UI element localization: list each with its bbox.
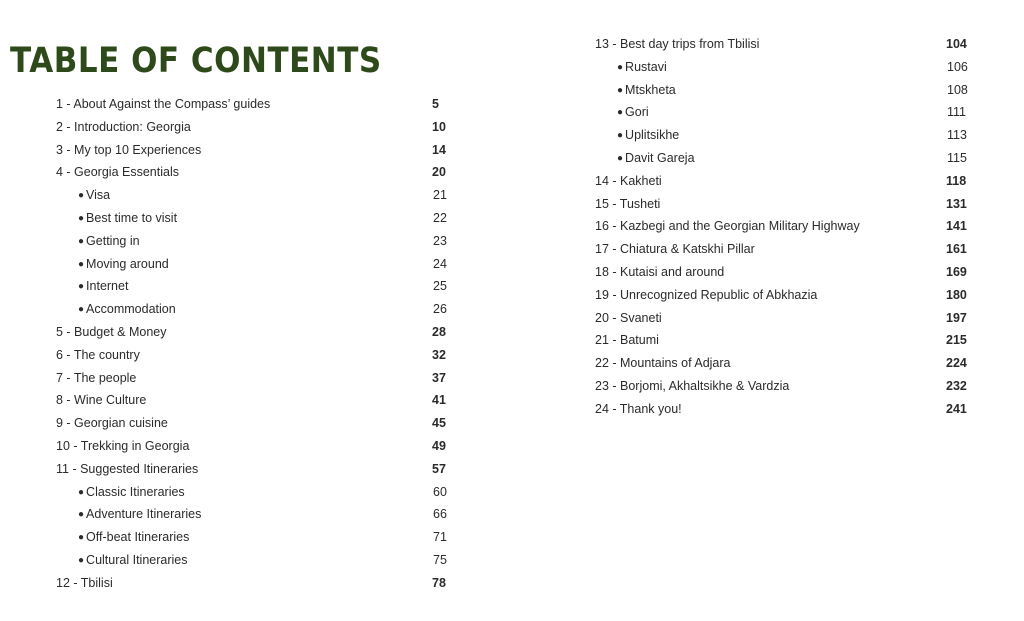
toc-entry-label <box>595 333 659 347</box>
bullet-icon: ● <box>617 61 624 73</box>
toc-subentry[interactable] <box>56 298 446 321</box>
toc-page-number: 41 <box>432 393 446 408</box>
toc-subentry[interactable] <box>56 526 446 549</box>
toc-entry-label <box>595 219 860 233</box>
toc-entry-text: 19 - Unrecognized Republic of Abkhazia <box>595 287 818 302</box>
toc-entry-label <box>56 257 169 271</box>
toc-entry[interactable] <box>595 352 967 375</box>
toc-page-number: 5 <box>432 97 439 111</box>
toc-page-number: 14 <box>432 142 446 157</box>
toc-page-number: 180 <box>946 287 967 302</box>
toc-page-number: 169 <box>946 264 967 279</box>
toc-page-number: 104 <box>946 37 967 51</box>
toc-entry-text: 5 - Budget & Money <box>56 324 167 339</box>
toc-page-number: 75 <box>433 552 447 567</box>
toc-entry-label <box>56 576 113 590</box>
toc-entry[interactable] <box>56 572 446 595</box>
toc-entry-text: 15 - Tusheti <box>595 196 661 211</box>
toc-page-number: 224 <box>946 356 967 371</box>
toc-entry-label <box>595 151 695 165</box>
toc-subentry[interactable] <box>595 101 967 124</box>
toc-entry-text: 4 - Georgia Essentials <box>56 165 179 180</box>
toc-entry-label <box>595 37 759 51</box>
toc-subentry[interactable] <box>595 56 967 79</box>
toc-entry-label <box>56 165 179 179</box>
toc-entry[interactable] <box>56 321 446 344</box>
toc-entry-text: Mtskheta <box>625 82 676 97</box>
bullet-icon: ● <box>78 532 85 544</box>
toc-entry-text: 7 - The people <box>56 370 137 385</box>
toc-page-number: 23 <box>433 233 447 248</box>
toc-entry-text: 13 - Best day trips from Tbilisi <box>595 37 760 51</box>
toc-subentry[interactable] <box>56 275 446 298</box>
toc-entry-label <box>56 416 168 430</box>
toc-entry-text: 14 - Kakheti <box>595 173 662 188</box>
toc-page-number: 57 <box>432 461 446 476</box>
toc-entry[interactable] <box>56 389 446 412</box>
toc-entry-label <box>56 462 198 476</box>
bullet-icon: ● <box>78 212 85 224</box>
toc-entry-label <box>595 128 679 142</box>
toc-entry[interactable] <box>595 261 967 284</box>
toc-page-number: 131 <box>946 196 967 211</box>
toc-page-number: 28 <box>432 324 446 339</box>
toc-entry-text: 2 - Introduction: Georgia <box>56 119 191 134</box>
toc-entry-label <box>595 197 660 211</box>
toc-page-number: 10 <box>432 119 446 134</box>
toc-entry-text: Cultural Itineraries <box>86 552 188 567</box>
toc-entry-label <box>595 288 817 302</box>
toc-page-number: 37 <box>432 370 446 385</box>
bullet-icon: ● <box>78 258 85 270</box>
toc-entry-label <box>595 174 662 188</box>
toc-entry[interactable] <box>56 93 446 116</box>
toc-entry-text: 18 - Kutaisi and around <box>595 264 725 279</box>
toc-entry-text: 16 - Kazbegi and the Georgian Military Highway <box>595 219 860 234</box>
toc-entry-label <box>595 379 789 393</box>
toc-entry-label <box>56 97 270 111</box>
toc-page-number: 24 <box>433 256 447 271</box>
toc-entry-text: 9 - Georgian cuisine <box>56 416 168 431</box>
toc-entry-label <box>595 105 649 119</box>
bullet-icon: ● <box>78 486 85 498</box>
toc-entry-text: Classic Itineraries <box>86 484 185 499</box>
toc-entry[interactable] <box>595 284 967 307</box>
toc-entry[interactable] <box>595 329 967 352</box>
toc-entry-text: 1 - About Against the Compass’ guides <box>56 97 271 111</box>
toc-entry-text: Moving around <box>86 256 169 271</box>
toc-entry[interactable] <box>56 458 446 481</box>
toc-page-number: 115 <box>947 150 967 165</box>
toc-page-number: 60 <box>433 484 447 499</box>
toc-entry-label <box>595 356 731 370</box>
toc-entry-text: 8 - Wine Culture <box>56 393 147 408</box>
toc-page-number: 215 <box>946 333 967 348</box>
toc-entry-text: 12 - Tbilisi <box>56 575 113 590</box>
toc-entry-text: 20 - Svaneti <box>595 310 662 325</box>
toc-entry-text: 11 - Suggested Itineraries <box>56 461 199 476</box>
toc-subentry[interactable] <box>56 549 446 572</box>
page-title: TABLE OF CONTENTS <box>10 40 382 81</box>
toc-entry-label <box>56 234 140 248</box>
toc-entry-label <box>56 120 191 134</box>
toc-page-number: 45 <box>432 416 446 431</box>
toc-page-number: 141 <box>946 219 967 234</box>
toc-entry-label <box>595 242 755 256</box>
toc-page-number: 197 <box>946 310 967 325</box>
toc-entry-label <box>56 553 187 567</box>
toc-entry[interactable] <box>595 398 967 421</box>
toc-page-number: 241 <box>946 401 967 416</box>
toc-entry-label <box>56 371 136 385</box>
toc-entry[interactable] <box>595 238 967 261</box>
toc-entry-label <box>56 302 176 316</box>
toc-entry-label <box>56 485 185 499</box>
toc-page-number: 78 <box>432 575 446 590</box>
toc-entry-label <box>595 60 667 74</box>
toc-entry-label <box>56 507 201 521</box>
toc-page-number: 111 <box>947 105 967 120</box>
toc-page-number: 49 <box>432 438 446 453</box>
toc-entry[interactable] <box>56 344 446 367</box>
toc-subentry[interactable] <box>56 207 446 230</box>
toc-entry-label <box>595 402 682 416</box>
toc-entry-text: 21 - Batumi <box>595 333 659 348</box>
toc-entry-text: 23 - Borjomi, Akhaltsikhe & Vardzia <box>595 378 790 393</box>
toc-page-number: 232 <box>946 378 967 393</box>
toc-entry[interactable] <box>595 33 967 56</box>
toc-right-column <box>595 33 967 421</box>
toc-page-number: 108 <box>947 82 968 97</box>
toc-entry-text: 6 - The country <box>56 347 140 362</box>
bullet-icon: ● <box>78 554 85 566</box>
toc-page-number: 161 <box>946 242 967 257</box>
bullet-icon: ● <box>617 107 624 119</box>
toc-entry[interactable] <box>595 170 967 193</box>
toc-page-number: 113 <box>947 128 967 143</box>
toc-entry-text: 10 - Trekking in Georgia <box>56 438 190 453</box>
toc-subentry[interactable] <box>56 230 446 253</box>
toc-entry-text: Rustavi <box>625 59 667 74</box>
toc-entry[interactable] <box>56 116 446 139</box>
toc-left-column <box>56 93 446 595</box>
toc-entry[interactable] <box>56 412 446 435</box>
bullet-icon: ● <box>617 84 624 96</box>
toc-entry[interactable] <box>56 161 446 184</box>
toc-entry-text: Accommodation <box>86 302 176 317</box>
toc-entry-label <box>56 325 166 339</box>
toc-entry-text: 17 - Chiatura & Katskhi Pillar <box>595 242 755 257</box>
toc-entry[interactable] <box>595 193 967 216</box>
toc-subentry[interactable] <box>56 481 446 504</box>
bullet-icon: ● <box>78 190 85 202</box>
toc-entry-label <box>56 439 189 453</box>
toc-entry-label <box>56 348 140 362</box>
bullet-icon: ● <box>78 281 85 293</box>
toc-page-number: 26 <box>433 302 447 317</box>
toc-entry-text: 24 - Thank you! <box>595 401 682 416</box>
toc-entry-text: Gori <box>625 105 649 120</box>
toc-entry[interactable] <box>595 215 967 238</box>
toc-entry[interactable] <box>56 367 446 390</box>
toc-entry-label <box>56 211 177 225</box>
bullet-icon: ● <box>617 130 624 142</box>
toc-entry-label <box>56 393 146 407</box>
toc-entry-label <box>595 83 676 97</box>
bullet-icon: ● <box>78 304 85 316</box>
toc-entry-label <box>595 265 724 279</box>
toc-entry-text: Best time to visit <box>86 210 178 225</box>
toc-page-number: 32 <box>432 347 446 362</box>
toc-entry[interactable] <box>56 435 446 458</box>
toc-entry-text: Visa <box>86 188 111 203</box>
toc-page-number: 118 <box>946 173 967 188</box>
bullet-icon: ● <box>78 509 85 521</box>
bullet-icon: ● <box>78 235 85 247</box>
toc-entry-text: 22 - Mountains of Adjara <box>595 356 731 371</box>
toc-page-number: 22 <box>433 210 447 225</box>
toc-subentry[interactable] <box>595 79 967 102</box>
toc-entry-text: Internet <box>86 279 129 294</box>
toc-entry[interactable] <box>595 307 967 330</box>
toc-entry-label <box>56 279 128 293</box>
toc-entry[interactable] <box>595 375 967 398</box>
toc-page-number: 20 <box>432 165 446 180</box>
toc-page-number: 21 <box>433 188 447 203</box>
toc-subentry[interactable] <box>56 253 446 276</box>
toc-entry-label <box>56 188 110 202</box>
toc-subentry[interactable] <box>595 124 967 147</box>
toc-entry-label <box>56 530 189 544</box>
toc-subentry[interactable] <box>595 147 967 170</box>
toc-page-number: 66 <box>433 507 447 522</box>
toc-entry-text: Off-beat Itineraries <box>86 530 190 545</box>
toc-entry-text: Uplitsikhe <box>625 128 680 143</box>
toc-subentry[interactable] <box>56 184 446 207</box>
toc-entry[interactable] <box>56 139 446 162</box>
toc-page-number: 106 <box>947 59 968 74</box>
bullet-icon: ● <box>617 152 624 164</box>
toc-subentry[interactable] <box>56 503 446 526</box>
toc-entry-label <box>56 143 201 157</box>
toc-entry-text: Getting in <box>86 233 140 248</box>
toc-entry-text: Davit Gareja <box>625 150 695 165</box>
toc-entry-text: Adventure Itineraries <box>86 507 202 522</box>
toc-page-number: 25 <box>433 279 447 294</box>
toc-entry-label <box>595 311 662 325</box>
toc-entry-text: 3 - My top 10 Experiences <box>56 142 202 157</box>
toc-page-number: 71 <box>433 530 447 545</box>
